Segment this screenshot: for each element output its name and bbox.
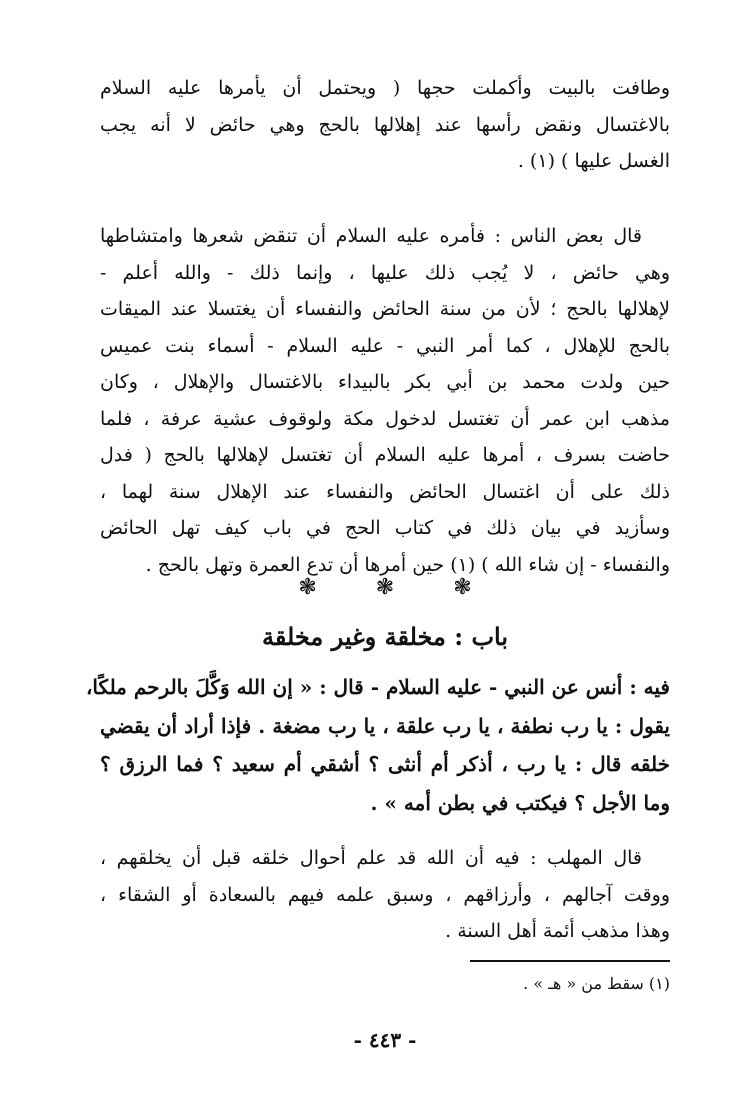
text-line: وسأزيد في بيان ذلك في كتاب الحج في باب كيف تهل الحائض xyxy=(100,517,670,539)
text-line: وطافت بالبيت وأكملت حجها ( ويحتمل أن يأمرها عليه السلام xyxy=(100,77,670,99)
text-line: وهي حائض ، لا يُجب ذلك عليها ، وإنما ذلك - والله أعلم - xyxy=(100,261,670,284)
text-line: الغسل عليها ) (١) . xyxy=(517,150,670,172)
text-line: والنفساء - إن شاء الله ) (١) حين أمرها أن تدع العمرة وتهل بالحج . xyxy=(145,553,670,576)
text-line: مذهب ابن عمر أن تغتسل لدخول مكة ولوقوف عشية عرفة ، فلما xyxy=(100,407,670,430)
footnote: (١) سقط من « هـ » . xyxy=(523,974,670,993)
paragraph-4 xyxy=(100,840,670,950)
text-line: ذلك على أن اغتسال الحائض والنفساء عند الإهلال سنة لهما ، xyxy=(100,480,670,503)
section-separator xyxy=(100,575,670,600)
text-line: وهذا مذهب أئمة أهل السنة . xyxy=(445,920,670,942)
text-line: لإهلالها بالحج ؛ لأن من سنة الحائض والنفساء أن يغتسلا عند الميقات xyxy=(100,298,670,320)
text-line: حين ولدت محمد بن أبي بكر بالبيداء بالاغتسال والإهلال ، وكان xyxy=(100,371,670,393)
star-ornament-icon: ❃ xyxy=(375,575,395,600)
text-line: حاضت بسرف ، أمرها عليه السلام أن تغتسل لإهلالها بالحج ( فدل xyxy=(100,444,670,466)
text-line: بالاغتسال ونقض رأسها عند إهلالها بالحج وهي حائض لا أنه يجب xyxy=(100,113,670,136)
page-number: - ٤٤٣ - xyxy=(353,1028,417,1052)
star-ornament-icon: ❃ xyxy=(453,575,472,600)
star-ornament-icon: ❃ xyxy=(298,575,317,600)
chapter-heading: باب : مخلقة وغير مخلقة xyxy=(261,622,509,651)
paragraph-1 xyxy=(100,70,670,180)
text-line: بالحج للإهلال ، كما أمر النبي - عليه السلام - أسماء بنت عميس xyxy=(100,334,670,357)
text-line: قال المهلب : فيه أن الله قد علم أحوال خلقه قبل أن يخلقهم ، xyxy=(100,847,642,869)
hadith-paragraph xyxy=(85,668,670,822)
footnote-divider xyxy=(470,960,670,962)
text-line: وما الأجل ؟ فيكتب في بطن أمه » . xyxy=(370,790,670,815)
text-line: فيه : أنس عن النبي - عليه السلام - قال : « إن الله وَكَّلَ بالرحم ملكًا، xyxy=(85,675,670,699)
text-line: يقول : يا رب نطفة ، يا رب علقة ، يا رب مضغة . فإذا أراد أن يقضي xyxy=(100,713,670,738)
text-line: ووقت آجالهم ، وأرزاقهم ، وسبق علمه فيهم بالسعادة أو الشقاء ، xyxy=(100,883,670,906)
text-line: قال بعض الناس : فأمره عليه السلام أن تنقض شعرها وامتشاطها xyxy=(100,225,642,247)
paragraph-2 xyxy=(100,218,670,583)
text-line: خلقه قال : يا رب ، أذكر أم أنثى ؟ أشقي أم سعيد ؟ فما الرزق ؟ xyxy=(100,752,670,776)
